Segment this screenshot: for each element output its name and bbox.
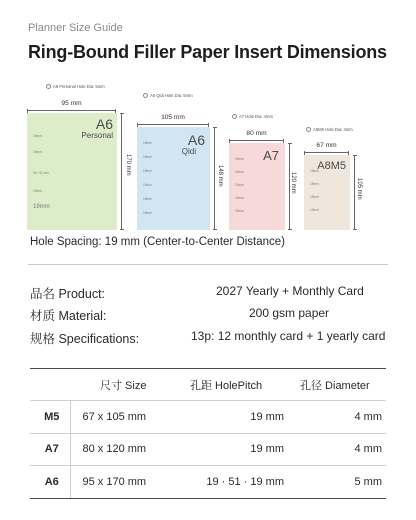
hole-icon [46,84,51,89]
hole-labels [33,127,63,220]
height-marker [214,127,215,230]
header-hole-pitch: 孔距 HolePitch [178,369,298,401]
row-dims: 67 x 105 mm [70,401,178,434]
hole-label: 19mm [235,183,244,187]
a8m5-card [304,155,350,230]
hole-dia-label: A6 Personal Hole Dia: 5mm [53,84,105,89]
row-dims: 80 x 120 mm [70,433,178,466]
insert-name: A8M5 [317,160,346,172]
spec-value-material: 200 gsm paper [249,306,330,320]
a6-qidi-hole-dia [143,93,193,98]
height-marker [354,155,355,230]
width-marker [229,140,284,141]
hole-label: 19mm [235,196,244,200]
row-pitch: 19 · 51 · 19 mm [178,466,298,499]
page-title: Ring-Bound Filler Paper Insert Dimensions [28,42,387,62]
a6-qidi-width: 105 mm [161,114,185,121]
size-table [30,368,386,499]
row-dia: 4 mm [298,401,386,434]
header-diameter: 孔径 Diameter [298,369,386,401]
row-dims: 95 x 170 mm [70,466,178,499]
a7-hole-dia [232,114,273,119]
hole-dia-label: A6 Qidi Hole Dia: 5mm [150,93,193,98]
hole-labels [143,141,173,220]
a6-personal-width: 95 mm [61,100,82,107]
hole-label: 19mm [143,141,152,145]
guide-label: Planner Size Guide [28,22,123,34]
a6-personal-height: 170 mm [125,154,131,176]
width-marker [304,152,349,153]
hole-labels [310,169,340,220]
insert-name: A6 [95,116,113,132]
a7-width: 80 mm [246,130,267,137]
hole-icon [143,93,148,98]
hole-label: 19mm [33,189,42,193]
divider [28,264,388,265]
hole-label: 19mm [33,150,42,154]
insert-subname: Personal [81,131,113,140]
header-blank [30,369,70,401]
row-dia: 4 mm [298,433,386,466]
row-pitch: 19 mm [178,433,298,466]
hole-label: 19mm [310,208,319,212]
hole-label: 19mm [235,170,244,174]
hole-label: 19mm [33,204,50,210]
hole-icon [232,114,237,119]
a7-height: 120 mm [290,172,296,194]
a7-card [229,143,285,230]
row-pitch: 19 mm [178,401,298,434]
spec-label-material: 材质 Material: [30,309,107,323]
hole-label: 19mm [143,197,152,201]
spec-label-product: 品名 Product: [30,287,106,301]
hole-label: 19mm [143,169,152,173]
insert-subname: Qidi [181,147,196,156]
insert-name: A6 [187,132,205,148]
header-size: 尺寸 Size [70,369,178,401]
height-marker [121,113,122,230]
spec-label-specifications: 规格 Specifications: [30,332,140,346]
row-size: M5 [30,401,70,434]
table-header-row [30,369,386,401]
table-row [30,466,386,499]
hole-label: 50 / 51 mm [33,171,49,175]
a6-personal-hole-dia [46,84,105,89]
row-size: A6 [30,466,70,499]
row-dia: 5 mm [298,466,386,499]
insert-name: A7 [263,148,279,163]
a8m5-hole-dia [306,127,353,132]
hole-dia-label: A8M5 Hole Dia: 4mm [313,127,353,132]
a6-qidi-card [137,127,210,230]
hole-label: 19mm [143,211,152,215]
hole-icon [306,127,311,132]
hole-label: 19mm [310,169,319,173]
hole-dia-label: A7 Hole Dia: 4mm [239,114,273,119]
width-marker [137,124,209,125]
width-marker [27,110,116,111]
a6-qidi-height: 148 mm [217,165,223,187]
a8m5-width: 67 mm [316,142,337,149]
spec-value-product: 2027 Yearly + Monthly Card [216,284,364,298]
a8m5-height: 105 mm [356,178,362,200]
hole-label: 19mm [143,183,152,187]
hole-label: 19mm [33,134,42,138]
hole-label: 19mm [235,209,244,213]
table-row [30,401,386,434]
spec-value-specifications: 13p: 12 monthly card + 1 yearly card [191,329,386,343]
hole-label: 19mm [235,157,244,161]
table-row [30,433,386,466]
hole-labels [235,157,265,220]
hole-label: 19mm [310,195,319,199]
row-size: A7 [30,433,70,466]
a6-personal-card [27,113,117,230]
hole-label: 19mm [310,182,319,186]
hole-spacing-note: Hole Spacing: 19 mm (Center-to-Center Distance) [30,236,286,248]
hole-label: 19mm [143,155,152,159]
